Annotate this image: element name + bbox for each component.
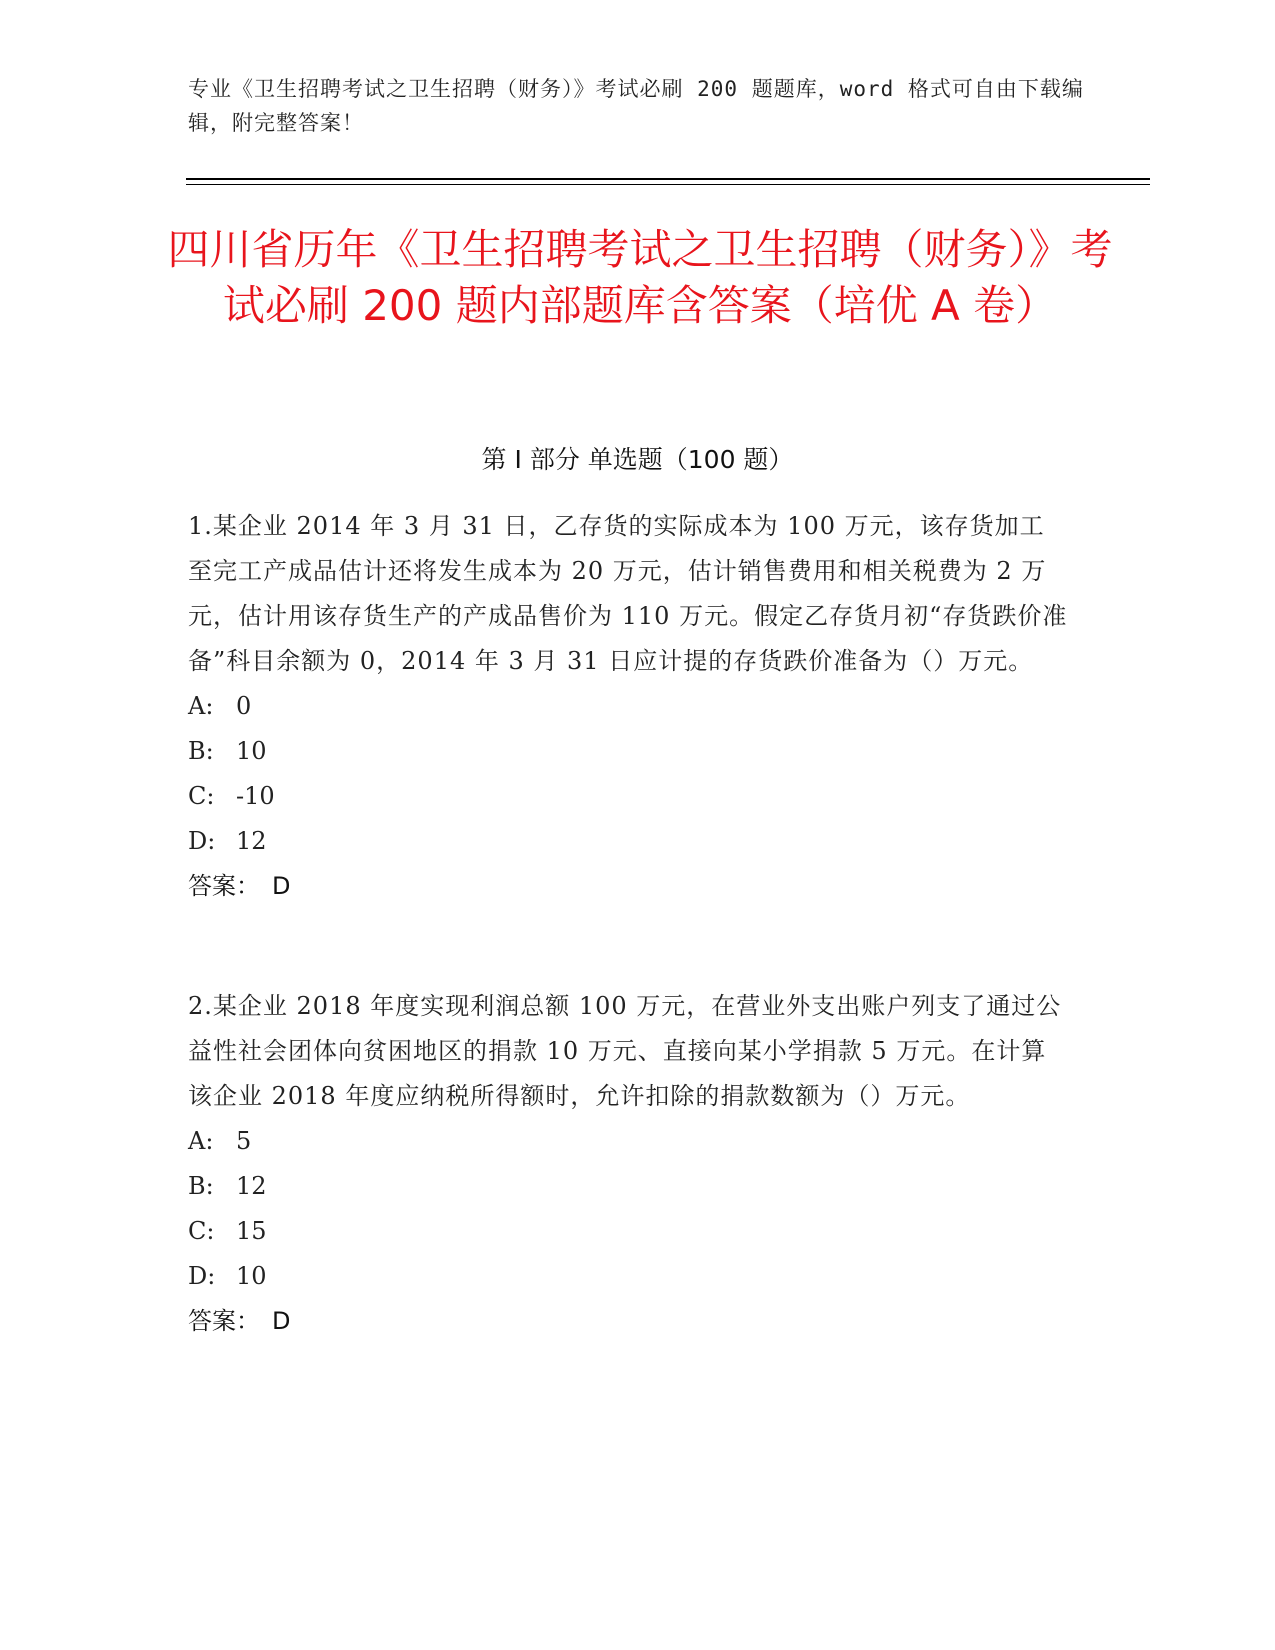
answer-label: 答案： bbox=[188, 872, 260, 900]
option-label: B: bbox=[188, 737, 214, 765]
option-value: 0 bbox=[236, 692, 252, 720]
option-a bbox=[188, 1119, 1068, 1164]
option-label: C: bbox=[188, 782, 215, 810]
option-b bbox=[188, 729, 1068, 774]
option-c bbox=[188, 1209, 1068, 1254]
document-title: 四川省历年《卫生招聘考试之卫生招聘（财务）》考试必刷 200 题内部题库含答案（培优 A 卷） bbox=[167, 225, 1113, 330]
option-a bbox=[188, 684, 1068, 729]
answer-value: D bbox=[272, 1307, 291, 1335]
option-label: B: bbox=[188, 1172, 214, 1200]
intro-text: 专业《卫生招聘考试之卫生招聘（财务）》考试必刷 200 题题库，word 格式可自由下载编辑，附完整答案！ bbox=[188, 77, 1084, 135]
question-text: 1.某企业 2014 年 3 月 31 日，乙存货的实际成本为 100 万元，该存货加工至完工产成品估计还将发生成本为 20 万元，估计销售费用和相关税费为 2 万元，估计用该存货生产的产成品售价为 110 万元。假定乙存货月初“存货跌价准备”科目余额为 0，2014 年 3 月 31 日应计提的存货跌价准备为（）万元。 bbox=[188, 512, 1068, 675]
header-divider-thin bbox=[186, 184, 1150, 185]
option-c bbox=[188, 774, 1068, 819]
option-value: -10 bbox=[236, 782, 275, 810]
question-1 bbox=[188, 504, 1068, 909]
option-value: 12 bbox=[236, 827, 267, 855]
question-text: 2.某企业 2018 年度实现利润总额 100 万元，在营业外支出账户列支了通过公益性社会团体向贫困地区的捐款 10 万元、直接向某小学捐款 5 万元。在计算该企业 2018 年度应纳税所得额时，允许扣除的捐款数额为（）万元。 bbox=[188, 992, 1062, 1110]
option-label: D: bbox=[188, 1262, 216, 1290]
option-value: 10 bbox=[236, 737, 267, 765]
answer-line bbox=[188, 864, 1068, 909]
option-label: A: bbox=[188, 692, 214, 720]
answer-label: 答案： bbox=[188, 1307, 260, 1335]
option-value: 15 bbox=[236, 1217, 267, 1245]
answer-value: D bbox=[272, 872, 291, 900]
option-value: 5 bbox=[236, 1127, 252, 1155]
section-heading: 第 I 部分 单选题（100 题） bbox=[481, 445, 794, 474]
option-value: 10 bbox=[236, 1262, 267, 1290]
option-label: C: bbox=[188, 1217, 215, 1245]
header-divider-thick bbox=[186, 178, 1150, 180]
option-d bbox=[188, 1254, 1068, 1299]
option-label: D: bbox=[188, 827, 216, 855]
question-2 bbox=[188, 984, 1068, 1344]
option-b bbox=[188, 1164, 1068, 1209]
option-value: 12 bbox=[236, 1172, 267, 1200]
answer-line bbox=[188, 1299, 1068, 1344]
option-d bbox=[188, 819, 1068, 864]
option-label: A: bbox=[188, 1127, 214, 1155]
